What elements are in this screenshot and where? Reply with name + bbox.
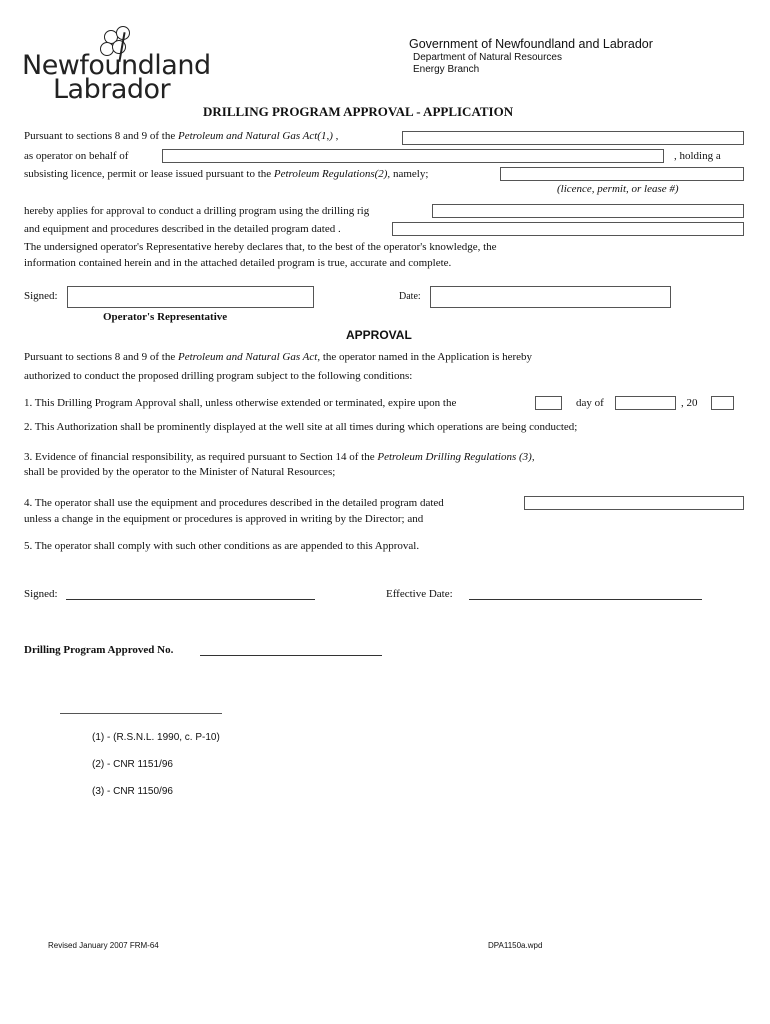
condition-4-line-2: unless a change in the equipment or procedures is approved in writing by the Director; and — [24, 513, 424, 525]
condition-4-line-1: 4. The operator shall use the equipment and procedures described in the detailed program dated — [24, 497, 444, 509]
representative-label: Operator's Representative — [103, 311, 228, 323]
condition-1: 1. This Drilling Program Approval shall, unless otherwise extended or terminated, expire upon the — [24, 397, 457, 409]
condition-4-date-field[interactable] — [524, 496, 744, 510]
footnote-2: (2) - CNR 1151/96 — [92, 759, 173, 770]
approval-signed-label: Signed: — [24, 588, 58, 600]
signature-field[interactable] — [67, 286, 314, 308]
condition-2: 2. This Authorization shall be prominently displayed at the well site at all times during which operations are being conducted; — [24, 421, 578, 433]
logo-text-newfoundland: Newfoundland — [22, 50, 211, 81]
declaration-line-2: information contained herein and in the attached detailed program is true, accurate and complete. — [24, 257, 452, 269]
application-line-4: hereby applies for approval to conduct a drilling program using the drilling rig — [24, 205, 370, 217]
expiry-day-field[interactable] — [535, 396, 562, 410]
day-of-text: day of — [576, 397, 604, 409]
department-name: Department of Natural Resources — [413, 52, 562, 63]
footnote-divider — [60, 713, 222, 714]
licence-number-field[interactable] — [500, 167, 744, 181]
expiry-month-field[interactable] — [615, 396, 676, 410]
drilling-rig-field[interactable] — [432, 204, 744, 218]
date-label: Date: — [399, 291, 421, 302]
application-line-3: subsisting licence, permit or lease issued pursuant to the Petroleum Regulations(2), namely; — [24, 168, 429, 180]
file-name: DPA1150a.wpd — [488, 941, 543, 950]
condition-5: 5. The operator shall comply with such other conditions as are appended to this Approval. — [24, 540, 420, 552]
effective-date-label: Effective Date: — [386, 588, 453, 600]
holding-a-text: , holding a — [674, 150, 721, 162]
approval-paragraph-line-1: Pursuant to sections 8 and 9 of the Petroleum and Natural Gas Act, the operator named in the Application is hereby — [24, 351, 533, 363]
revision-note: Revised January 2007 FRM-64 — [48, 941, 159, 950]
effective-date-line[interactable] — [469, 599, 702, 600]
on-behalf-of-field[interactable] — [162, 149, 664, 163]
condition-3-line-2: shall be provided by the operator to the Minister of Natural Resources; — [24, 466, 336, 478]
branch-name: Energy Branch — [413, 64, 480, 75]
program-dated-field[interactable] — [392, 222, 744, 236]
application-line-2: as operator on behalf of — [24, 150, 129, 162]
date-field[interactable] — [430, 286, 671, 308]
year-prefix-text: , 20 — [681, 397, 698, 409]
approved-number-line[interactable] — [200, 655, 382, 656]
government-name: Government of Newfoundland and Labrador — [409, 37, 653, 51]
footnote-1: (1) - (R.S.N.L. 1990, c. P-10) — [92, 732, 220, 743]
approval-paragraph-line-2: authorized to conduct the proposed drilling program subject to the following conditions: — [24, 370, 413, 382]
declaration-line-1: The undersigned operator's Representative hereby declares that, to the best of the operator's knowledge, the — [24, 241, 497, 253]
application-line-1: Pursuant to sections 8 and 9 of the Petroleum and Natural Gas Act(1,) , — [24, 130, 339, 142]
approval-heading: APPROVAL — [346, 328, 412, 342]
approved-number-label: Drilling Program Approved No. — [24, 644, 174, 656]
signed-label: Signed: — [24, 290, 58, 302]
application-line-5: and equipment and procedures described in the detailed program dated . — [24, 223, 341, 235]
operator-name-field[interactable] — [402, 131, 744, 145]
logo-text-labrador: Labrador — [53, 74, 171, 105]
footnote-3: (3) - CNR 1150/96 — [92, 786, 173, 797]
licence-hint: (licence, permit, or lease #) — [557, 183, 679, 195]
approval-signature-line[interactable] — [66, 599, 315, 600]
page-title: DRILLING PROGRAM APPROVAL - APPLICATION — [203, 104, 514, 119]
expiry-year-field[interactable] — [711, 396, 734, 410]
condition-3-line-1: 3. Evidence of financial responsibility, as required pursuant to Section 14 of the Petroleum Drilling Regulations (3), — [24, 451, 535, 463]
